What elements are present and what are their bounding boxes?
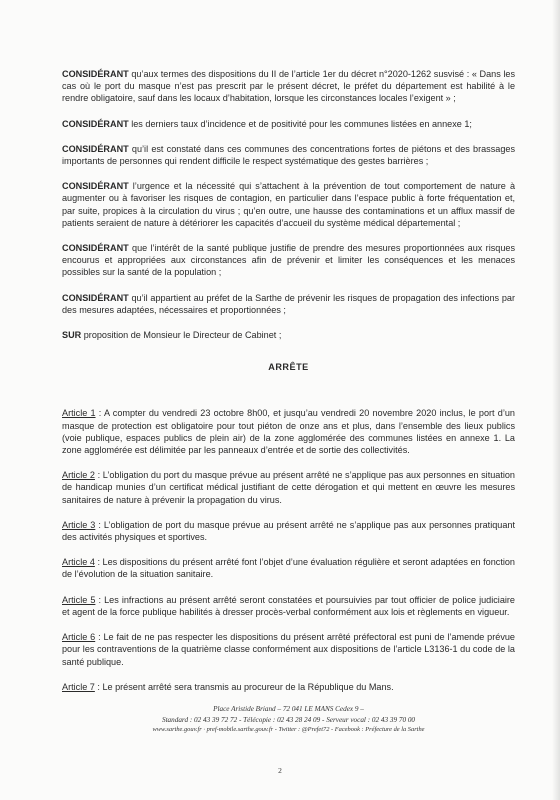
sur-proposition [62, 329, 515, 341]
considerant-keyword: CONSIDÉRANT [62, 243, 129, 254]
considerant-5 [62, 242, 515, 279]
considerant-6 [62, 292, 515, 316]
prefecture-footer [62, 704, 515, 736]
considerant-keyword: CONSIDÉRANT [62, 143, 129, 154]
considerant-keyword: CONSIDÉRANT [62, 292, 129, 303]
footer-address: Place Aristide Briand – 72 041 LE MANS Cedex 9 – [213, 705, 364, 713]
article-label: Article 3 [62, 519, 96, 530]
article-text: : Les infractions au présent arrêté seront constatées et poursuivies par tout officier de police judiciaire et agent de la force publique habilités à dresser procès-verbal conformément aux lois et règlements en vigueur. [62, 594, 515, 617]
article-2 [62, 469, 515, 506]
document-body [62, 68, 515, 706]
considerant-keyword: CONSIDÉRANT [62, 118, 129, 129]
article-text: : Le présent arrêté sera transmis au procureur de la République du Mans. [94, 681, 394, 692]
article-label: Article 6 [62, 632, 96, 643]
arrete-heading: ARRÊTE [268, 362, 309, 373]
article-text: : L’obligation du port du masque prévue au présent arrêté ne s’applique pas aux personnes en situation de handicap munies d’un certificat médical justifiant de cette dérogation et qui mettent en œuvre les mesures sanitaires de nature à prévenir la propagation du virus. [62, 470, 515, 505]
considerant-text: qu’il appartient au préfet de la Sarthe de prévenir les risques de propagation des infections par des mesures adaptées, nécessaires et proportionnées ; [62, 292, 515, 315]
article-text: : L’obligation de port du masque prévue au présent arrêté ne s’applique pas aux personnes pratiquant des activités physiques et sportives. [62, 519, 515, 543]
article-text: : Les dispositions du présent arrêté font l’objet d’une évaluation régulière et seront adaptées en fonction de l’évolution de la situation sanitaire. [62, 557, 515, 580]
considerant-text: qu’aux termes des dispositions du II de l’article 1er du décret n°2020-1262 susvisé : « Dans les cas où le port du masque n’est pas prescrit par le présent décret, le préfet du département est habilité à le rendre obligatoire, sauf dans les locaux d’habitation, lorsque les circonstances locales l’exigent » ; [62, 69, 515, 104]
footer-web-links: www.sarthe.gouv.fr · pref-mobile.sarthe.gouv.fr - Twitter : @Prefet72 - Facebook : Préfecture de la Sarthe [152, 726, 425, 733]
article-label: Article 2 [62, 470, 95, 481]
article-5 [62, 594, 515, 618]
footer-phones: Standard : 02 43 39 72 72 - Télécopie : 02 43 28 24 09 - Serveur vocal : 02 43 39 70 00 [161, 715, 416, 724]
article-label: Article 7 [62, 681, 95, 692]
scan-edge-shadow [552, 0, 560, 800]
article-label: Article 4 [62, 557, 95, 568]
considerant-text: que l’intérêt de la santé publique justifie de prendre des mesures proportionnées aux risques encourus et appropriées aux circonstances afin de prévenir et limiter les conséquences et les menaces possibles sur la santé de la population ; [62, 243, 515, 278]
article-7 [62, 681, 515, 693]
article-text: : Le fait de ne pas respecter les dispositions du présent arrêté préfectoral est puni de l’amende prévue pour les contraventions de la quatrième classe conformément aux dispositions de l’article L3136-1 du code de la santé publique. [62, 632, 515, 667]
considerant-text: les derniers taux d’incidence et de positivité pour les communes listées en annexe 1; [128, 118, 472, 129]
article-6 [62, 631, 515, 668]
considerant-3 [62, 143, 515, 167]
article-4 [62, 556, 515, 580]
considerant-keyword: CONSIDÉRANT [62, 69, 129, 79]
article-1 [62, 407, 515, 456]
article-text: : A compter du vendredi 23 octobre 8h00, et jusqu’au vendredi 20 novembre 2020 inclus, le port d’un masque de protection est obligatoire pour tout piéton de onze ans et plus, dans l’ensemble des lieux publics (voie publique, espaces publics de plein air) de la zone agglomérée des communes listées en annexe 1. La zone agglomérée est délimitée par les panneaux d’entrée et de sortie des collectivités. [62, 408, 515, 456]
considerant-text: l’urgence et la nécessité qui s’attachent à la prévention de tout comportement de nature à augmenter ou à favoriser les risques de contagion, en particulier dans l’espace public à forte fréquentation et, par suite, propices à la circulation du virus ; qu’en outre, une hausse des contaminations et un afflux massif de patients seraient de nature à détériorer les capacités d’accueil du système médical départemental ; [62, 181, 515, 228]
considerant-1 [62, 68, 515, 105]
article-label: Article 5 [62, 594, 96, 605]
considerant-keyword: CONSIDÉRANT [62, 181, 129, 192]
considerant-4 [62, 180, 515, 229]
considerant-2 [62, 118, 515, 130]
page-number: 2 [278, 766, 282, 775]
considerant-text: qu’il est constaté dans ces communes des concentrations fortes de piétons et des brassages importants de personnes qui rendent difficile le respect systématique des gestes barrières ; [62, 143, 515, 167]
sur-text: proposition de Monsieur le Directeur de Cabinet ; [81, 330, 282, 341]
article-label: Article 1 [62, 408, 96, 419]
sur-keyword: SUR [62, 330, 82, 341]
article-3 [62, 519, 515, 543]
